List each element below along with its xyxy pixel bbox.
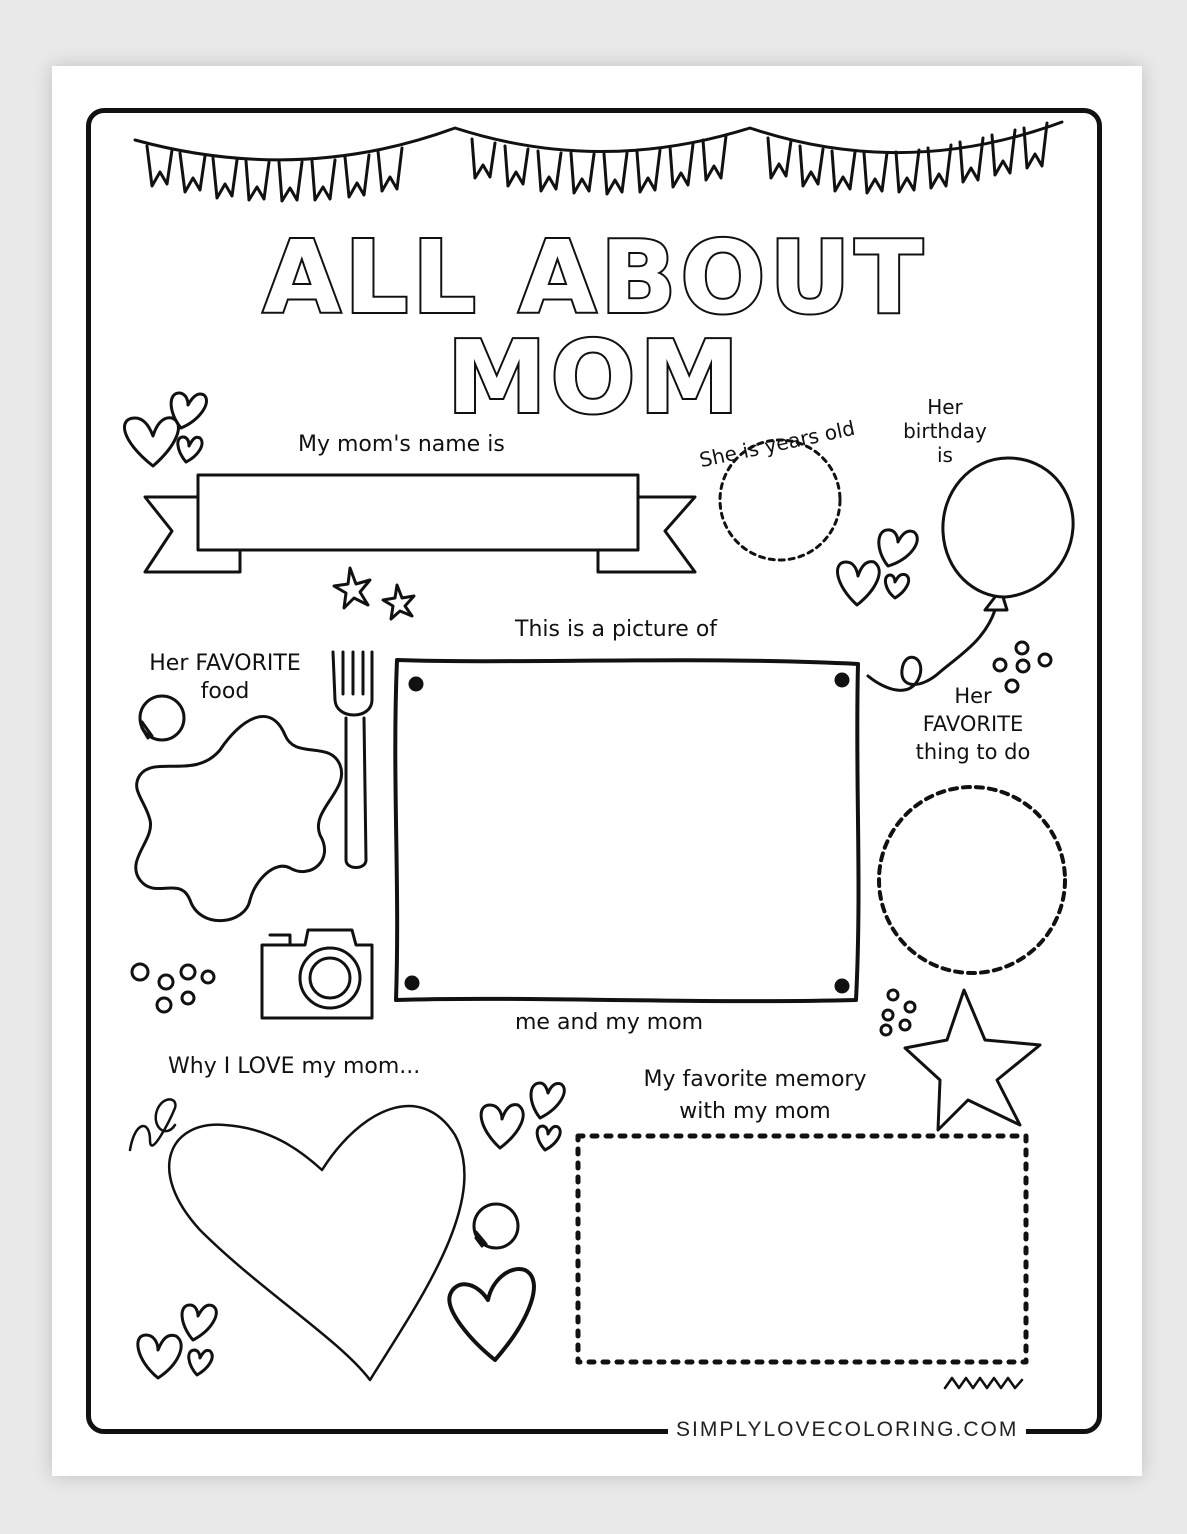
- thing-to-do-circle: [879, 787, 1065, 973]
- favorite-thing-label-line: Her: [954, 684, 992, 708]
- zigzag-decoration: [945, 1378, 1022, 1388]
- memory-label-line: with my mom: [679, 1099, 831, 1124]
- name-label: My mom's name is: [298, 432, 505, 457]
- birthday-label: [900, 395, 990, 467]
- hearts-decoration: [837, 530, 917, 605]
- memory-box: [578, 1136, 1026, 1362]
- favorite-thing-label-line: FAVORITE: [922, 712, 1024, 736]
- favorite-thing-label-line: thing to do: [915, 740, 1031, 764]
- food-plate-blob: [136, 696, 342, 921]
- site-footer: SIMPLYLOVECOLORING.COM: [668, 1418, 1026, 1442]
- memory-label: [630, 1064, 880, 1128]
- birthday-label-line: is: [937, 443, 953, 467]
- stars-decoration: [334, 568, 414, 619]
- picture-frame: [395, 660, 858, 1001]
- birthday-label-line: birthday: [903, 419, 987, 443]
- page-title: ALL ABOUT MOM: [263, 219, 927, 436]
- favorite-food-label-line: Her FAVORITE: [149, 651, 301, 676]
- memory-label-line: My favorite memory: [643, 1067, 867, 1092]
- birthday-label-line: Her: [927, 395, 963, 419]
- star-icon: [881, 990, 1040, 1130]
- love-label: Why I LOVE my mom...: [168, 1054, 421, 1079]
- favorite-food-label-line: food: [200, 679, 250, 704]
- bunting-banner: [135, 122, 1062, 201]
- dots-decoration: [132, 964, 214, 1012]
- camera-icon: [262, 930, 372, 1018]
- picture-caption: me and my mom: [515, 1010, 704, 1035]
- picture-label: This is a picture of: [515, 617, 718, 642]
- age-label: She is years old: [697, 415, 858, 473]
- favorite-food-label: [140, 650, 310, 706]
- hearts-decoration: [449, 1083, 564, 1360]
- hearts-decoration: [138, 1305, 217, 1378]
- name-ribbon: [145, 475, 695, 572]
- favorite-thing-label: [908, 682, 1038, 766]
